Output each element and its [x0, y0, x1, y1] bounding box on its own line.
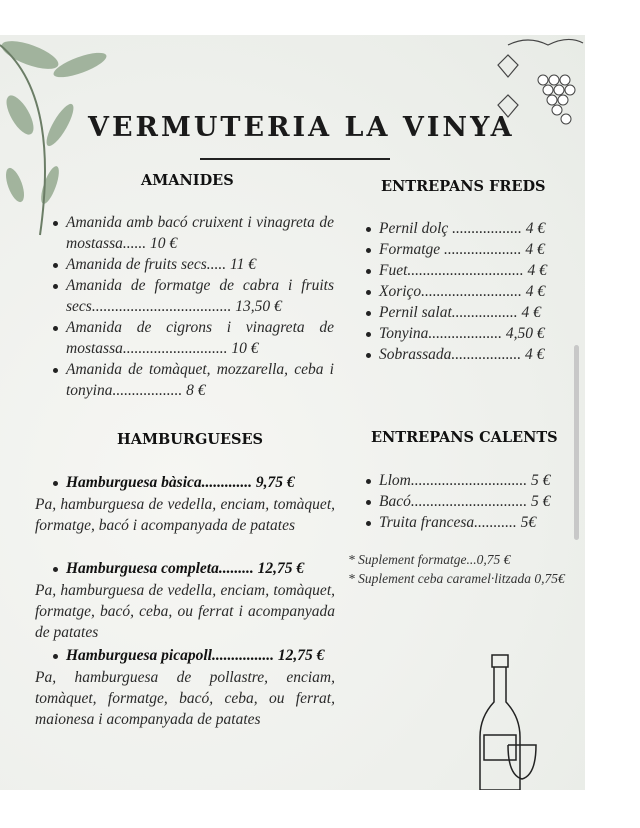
list-item: Amanida de fruits secs..... 11 €	[66, 254, 334, 275]
burger-item-description: Pa, hamburguesa de pollastre, enciam, tomàquet, formatge, bacó, ceba, ou ferrat, maionesa i acompanyada de patates	[35, 669, 335, 728]
supplement-note: * Suplement formatge...0,75 €	[348, 552, 511, 567]
list-item: Amanida amb bacó cruixent i vinagreta de mostassa...... 10 €	[66, 214, 334, 252]
scrollbar[interactable]	[574, 345, 579, 540]
list-item: Truita francesa........... 5€	[379, 512, 559, 533]
list-item: Sobrassada.................. 4 €	[379, 344, 559, 365]
burger-item-name: Hamburguesa picapoll................ 12,75 €	[66, 647, 325, 664]
burger-item-name: Hamburguesa completa......... 12,75 €	[66, 560, 305, 577]
list-item: Pernil salat................. 4 €	[379, 302, 559, 323]
supplement-note: * Suplement ceba caramel·litzada 0,75€	[348, 571, 565, 586]
burger-item-description: Pa, hamburguesa de vedella, enciam, tomàquet, formatge, bacó, ceba, ou ferrat i acompanyada de patates	[35, 582, 335, 641]
wine-bottle-icon	[470, 650, 550, 790]
burger-item-description: Pa, hamburguesa de vedella, enciam, tomàquet, formatge, bacó i acompanyada de patates	[35, 496, 335, 534]
list-item: Fuet.............................. 4 €	[379, 260, 559, 281]
list-item: Amanida de cigrons i vinagreta de mostassa........................... 10 €	[66, 319, 334, 357]
section-heading-entrepans-freds: ENTREPANS FREDS	[381, 178, 546, 195]
title-divider	[200, 158, 390, 160]
entrepans-calents-list	[379, 470, 559, 533]
burger-item-name: Hamburguesa bàsica............. 9,75 €	[66, 474, 295, 491]
page-title: VERMUTERIA LA VINYA	[88, 112, 515, 143]
list-item: Amanida de formatge de cabra i fruits secs.................................... 13,50 €	[66, 277, 334, 315]
entrepans-freds-list	[379, 218, 559, 365]
section-heading-hamburgueses: HAMBURGUESES	[117, 431, 264, 448]
list-item: Bacó.............................. 5 €	[379, 491, 559, 512]
list-item: Amanida de tomàquet, mozzarella, ceba i tonyina.................. 8 €	[66, 361, 334, 399]
list-item: Xoriço.......................... 4 €	[379, 281, 559, 302]
amanides-list	[66, 212, 334, 401]
section-heading-entrepans-calents: ENTREPANS CALENTS	[371, 429, 558, 446]
list-item: Formatge .................... 4 €	[379, 239, 559, 260]
list-item: Tonyina................... 4,50 €	[379, 323, 559, 344]
list-item: Llom.............................. 5 €	[379, 470, 559, 491]
section-heading-amanides: AMANIDES	[141, 172, 234, 189]
list-item: Pernil dolç .................. 4 €	[379, 218, 559, 239]
